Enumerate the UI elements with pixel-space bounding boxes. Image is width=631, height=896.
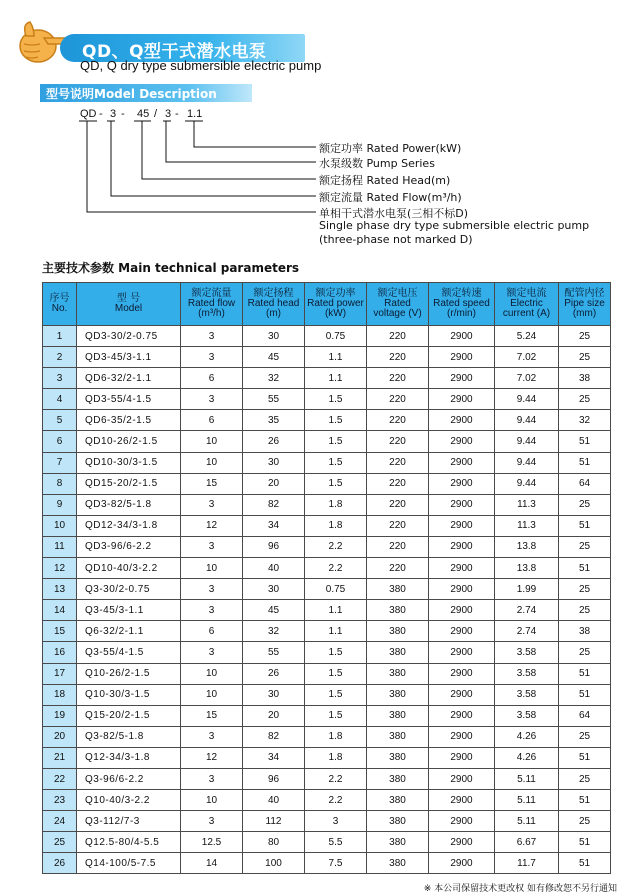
- cell-pipe: 51: [559, 515, 611, 536]
- cell-head: 40: [243, 790, 305, 811]
- cell-voltage: 220: [367, 410, 429, 431]
- model-code-slash: /: [154, 108, 158, 120]
- cell-pipe: 25: [559, 811, 611, 832]
- cell-speed: 2900: [429, 473, 495, 494]
- table-row: [43, 621, 611, 642]
- cell-speed: 2900: [429, 347, 495, 368]
- cell-no: 5: [43, 410, 77, 431]
- table-row: [43, 811, 611, 832]
- cell-current: 5.11: [495, 768, 559, 789]
- cell-model: Q3-30/2-0.75: [77, 579, 181, 600]
- cell-head: 112: [243, 811, 305, 832]
- cell-pipe: 25: [559, 600, 611, 621]
- label-pump-series: 水泵级数 Pump Series: [319, 157, 435, 170]
- cell-flow: 3: [181, 389, 243, 410]
- header-current: 额定电流 Electric current (A): [495, 283, 559, 326]
- header-voltage: 额定电压 Rated voltage (V): [367, 283, 429, 326]
- cell-current: 4.26: [495, 726, 559, 747]
- cell-head: 40: [243, 558, 305, 579]
- cell-speed: 2900: [429, 768, 495, 789]
- cell-flow: 10: [181, 663, 243, 684]
- cell-head: 30: [243, 452, 305, 473]
- cell-no: 1: [43, 326, 77, 347]
- cell-model: QD12-34/3-1.8: [77, 515, 181, 536]
- cell-current: 2.74: [495, 600, 559, 621]
- cell-head: 35: [243, 410, 305, 431]
- table-row: [43, 684, 611, 705]
- cell-no: 21: [43, 747, 77, 768]
- cell-voltage: 380: [367, 747, 429, 768]
- cell-current: 7.02: [495, 347, 559, 368]
- cell-no: 11: [43, 536, 77, 557]
- cell-model: Q10-40/3-2.2: [77, 790, 181, 811]
- model-code-head: 45: [137, 108, 150, 120]
- label-rated-head: 额定扬程 Rated Head(m): [319, 174, 451, 187]
- cell-speed: 2900: [429, 515, 495, 536]
- cell-pipe: 25: [559, 389, 611, 410]
- cell-no: 15: [43, 621, 77, 642]
- cell-speed: 2900: [429, 536, 495, 557]
- cell-speed: 2900: [429, 558, 495, 579]
- table-row: [43, 600, 611, 621]
- cell-no: 18: [43, 684, 77, 705]
- cell-voltage: 380: [367, 684, 429, 705]
- cell-power: 1.5: [305, 705, 367, 726]
- table-row: [43, 642, 611, 663]
- table-row: [43, 452, 611, 473]
- cell-pipe: 25: [559, 726, 611, 747]
- params-heading: 主要技术参数 Main technical parameters: [42, 261, 300, 275]
- cell-voltage: 220: [367, 326, 429, 347]
- cell-speed: 2900: [429, 853, 495, 874]
- table-row: [43, 368, 611, 389]
- cell-power: 5.5: [305, 832, 367, 853]
- cell-flow: 12: [181, 515, 243, 536]
- cell-voltage: 220: [367, 347, 429, 368]
- model-code-sep: -: [121, 108, 125, 120]
- cell-power: 1.5: [305, 452, 367, 473]
- cell-current: 1.99: [495, 579, 559, 600]
- cell-flow: 3: [181, 642, 243, 663]
- label-pump-type-cn: 单相干式潜水电泵(三相不标D): [319, 207, 469, 220]
- label-rated-power: 额定功率 Rated Power(kW): [319, 142, 462, 155]
- cell-voltage: 380: [367, 832, 429, 853]
- cell-model: QD10-40/3-2.2: [77, 558, 181, 579]
- cell-model: QD3-82/5-1.8: [77, 494, 181, 515]
- cell-no: 13: [43, 579, 77, 600]
- cell-flow: 3: [181, 768, 243, 789]
- cell-power: 0.75: [305, 326, 367, 347]
- cell-head: 26: [243, 663, 305, 684]
- cell-pipe: 38: [559, 621, 611, 642]
- cell-current: 5.11: [495, 811, 559, 832]
- cell-current: 5.11: [495, 790, 559, 811]
- cell-power: 1.5: [305, 663, 367, 684]
- cell-current: 6.67: [495, 832, 559, 853]
- model-code-stages: 3: [165, 108, 172, 120]
- cell-speed: 2900: [429, 726, 495, 747]
- cell-pipe: 25: [559, 642, 611, 663]
- cell-pipe: 51: [559, 431, 611, 452]
- cell-no: 22: [43, 768, 77, 789]
- cell-head: 34: [243, 747, 305, 768]
- cell-head: 30: [243, 579, 305, 600]
- cell-current: 7.02: [495, 368, 559, 389]
- cell-speed: 2900: [429, 389, 495, 410]
- cell-pipe: 25: [559, 347, 611, 368]
- cell-model: QD6-35/2-1.5: [77, 410, 181, 431]
- cell-pipe: 25: [559, 326, 611, 347]
- cell-power: 1.1: [305, 368, 367, 389]
- table-row: [43, 768, 611, 789]
- cell-no: 8: [43, 473, 77, 494]
- cell-head: 55: [243, 389, 305, 410]
- table-row: [43, 747, 611, 768]
- cell-no: 4: [43, 389, 77, 410]
- cell-flow: 10: [181, 558, 243, 579]
- cell-model: Q14-100/5-7.5: [77, 853, 181, 874]
- cell-speed: 2900: [429, 747, 495, 768]
- cell-pipe: 51: [559, 790, 611, 811]
- cell-power: 0.75: [305, 579, 367, 600]
- cell-current: 9.44: [495, 389, 559, 410]
- cell-speed: 2900: [429, 832, 495, 853]
- cell-model: Q3-96/6-2.2: [77, 768, 181, 789]
- cell-no: 6: [43, 431, 77, 452]
- model-description-heading: 型号说明Model Description: [46, 87, 217, 101]
- cell-speed: 2900: [429, 579, 495, 600]
- cell-head: 26: [243, 431, 305, 452]
- cell-no: 12: [43, 558, 77, 579]
- cell-head: 20: [243, 473, 305, 494]
- cell-pipe: 25: [559, 768, 611, 789]
- cell-model: Q12-34/3-1.8: [77, 747, 181, 768]
- cell-pipe: 51: [559, 832, 611, 853]
- cell-speed: 2900: [429, 600, 495, 621]
- cell-power: 2.2: [305, 790, 367, 811]
- cell-model: Q10-30/3-1.5: [77, 684, 181, 705]
- cell-power: 1.5: [305, 431, 367, 452]
- cell-head: 30: [243, 326, 305, 347]
- table-row: [43, 326, 611, 347]
- cell-flow: 15: [181, 473, 243, 494]
- cell-model: Q6-32/2-1.1: [77, 621, 181, 642]
- header-no: 序号 No.: [43, 283, 77, 326]
- cell-no: 17: [43, 663, 77, 684]
- cell-flow: 3: [181, 326, 243, 347]
- cell-flow: 12.5: [181, 832, 243, 853]
- cell-pipe: 25: [559, 536, 611, 557]
- cell-voltage: 380: [367, 790, 429, 811]
- cell-model: QD3-45/3-1.1: [77, 347, 181, 368]
- cell-speed: 2900: [429, 642, 495, 663]
- cell-power: 1.8: [305, 494, 367, 515]
- cell-power: 1.5: [305, 473, 367, 494]
- cell-flow: 10: [181, 790, 243, 811]
- cell-pipe: 51: [559, 747, 611, 768]
- cell-voltage: 220: [367, 473, 429, 494]
- cell-speed: 2900: [429, 494, 495, 515]
- cell-speed: 2900: [429, 368, 495, 389]
- cell-pipe: 51: [559, 663, 611, 684]
- cell-voltage: 220: [367, 558, 429, 579]
- cell-power: 2.2: [305, 536, 367, 557]
- cell-no: 26: [43, 853, 77, 874]
- cell-model: Q3-45/3-1.1: [77, 600, 181, 621]
- table-row: [43, 389, 611, 410]
- cell-voltage: 220: [367, 431, 429, 452]
- cell-power: 1.8: [305, 747, 367, 768]
- cell-head: 45: [243, 600, 305, 621]
- cell-head: 32: [243, 621, 305, 642]
- label-pump-type-en: Single phase dry type submersible electric pump: [319, 219, 590, 232]
- header-model: 型 号 Model: [77, 283, 181, 326]
- cell-pipe: 38: [559, 368, 611, 389]
- cell-voltage: 220: [367, 515, 429, 536]
- cell-flow: 6: [181, 621, 243, 642]
- table-row: [43, 410, 611, 431]
- cell-model: QD10-30/3-1.5: [77, 452, 181, 473]
- footnote: ※ 本公司保留技术更改权 如有修改恕不另行通知: [423, 884, 617, 894]
- cell-current: 9.44: [495, 431, 559, 452]
- cell-head: 34: [243, 515, 305, 536]
- cell-flow: 10: [181, 431, 243, 452]
- cell-pipe: 64: [559, 705, 611, 726]
- cell-flow: 14: [181, 853, 243, 874]
- cell-current: 4.26: [495, 747, 559, 768]
- cell-power: 1.1: [305, 621, 367, 642]
- cell-voltage: 380: [367, 726, 429, 747]
- cell-speed: 2900: [429, 663, 495, 684]
- cell-head: 80: [243, 832, 305, 853]
- cell-voltage: 380: [367, 621, 429, 642]
- cell-flow: 3: [181, 600, 243, 621]
- cell-current: 3.58: [495, 684, 559, 705]
- table-row: [43, 536, 611, 557]
- cell-speed: 2900: [429, 431, 495, 452]
- cell-power: 7.5: [305, 853, 367, 874]
- cell-current: 9.44: [495, 473, 559, 494]
- cell-no: 7: [43, 452, 77, 473]
- table-row: [43, 726, 611, 747]
- cell-model: Q10-26/2-1.5: [77, 663, 181, 684]
- model-code-flow: 3: [110, 108, 117, 120]
- cell-head: 96: [243, 536, 305, 557]
- cell-pipe: 51: [559, 853, 611, 874]
- cell-power: 1.8: [305, 515, 367, 536]
- cell-speed: 2900: [429, 452, 495, 473]
- cell-voltage: 380: [367, 853, 429, 874]
- header-power: 额定功率 Rated power (kW): [305, 283, 367, 326]
- header-speed: 额定转速 Rated speed (r/min): [429, 283, 495, 326]
- model-code-sep: -: [175, 108, 179, 120]
- cell-no: 19: [43, 705, 77, 726]
- cell-current: 5.24: [495, 326, 559, 347]
- cell-flow: 15: [181, 705, 243, 726]
- cell-current: 11.3: [495, 515, 559, 536]
- cell-head: 82: [243, 726, 305, 747]
- cell-current: 9.44: [495, 410, 559, 431]
- cell-model: QD3-30/2-0.75: [77, 326, 181, 347]
- cell-pipe: 51: [559, 684, 611, 705]
- cell-power: 3: [305, 811, 367, 832]
- cell-head: 30: [243, 684, 305, 705]
- cell-model: QD15-20/2-1.5: [77, 473, 181, 494]
- cell-voltage: 220: [367, 494, 429, 515]
- cell-voltage: 380: [367, 600, 429, 621]
- cell-voltage: 220: [367, 536, 429, 557]
- label-rated-flow: 额定流量 Rated Flow(m³/h): [319, 191, 462, 204]
- cell-model: Q3-82/5-1.8: [77, 726, 181, 747]
- cell-model: Q12.5-80/4-5.5: [77, 832, 181, 853]
- header-head: 额定扬程 Rated head (m): [243, 283, 305, 326]
- table-row: [43, 494, 611, 515]
- cell-model: QD10-26/2-1.5: [77, 431, 181, 452]
- cell-no: 24: [43, 811, 77, 832]
- cell-power: 1.5: [305, 389, 367, 410]
- label-three-phase-note: (three-phase not marked D): [319, 233, 473, 246]
- cell-flow: 3: [181, 726, 243, 747]
- cell-flow: 12: [181, 747, 243, 768]
- cell-pipe: 64: [559, 473, 611, 494]
- cell-flow: 6: [181, 368, 243, 389]
- cell-voltage: 380: [367, 811, 429, 832]
- table-row: [43, 579, 611, 600]
- cell-head: 82: [243, 494, 305, 515]
- model-code-sep: -: [99, 108, 103, 120]
- cell-speed: 2900: [429, 811, 495, 832]
- cell-speed: 2900: [429, 621, 495, 642]
- cell-voltage: 220: [367, 452, 429, 473]
- cell-pipe: 51: [559, 558, 611, 579]
- model-code-series: QD: [80, 108, 97, 120]
- cell-power: 1.5: [305, 642, 367, 663]
- table-row: [43, 515, 611, 536]
- page-subtitle: QD, Q dry type submersible electric pump: [80, 58, 322, 73]
- cell-voltage: 380: [367, 768, 429, 789]
- header-pipe: 配管内径 Pipe size (mm): [559, 283, 611, 326]
- cell-current: 11.3: [495, 494, 559, 515]
- cell-voltage: 220: [367, 368, 429, 389]
- cell-speed: 2900: [429, 410, 495, 431]
- table-row: [43, 853, 611, 874]
- cell-current: 2.74: [495, 621, 559, 642]
- cell-power: 1.1: [305, 347, 367, 368]
- cell-power: 2.2: [305, 768, 367, 789]
- cell-head: 96: [243, 768, 305, 789]
- cell-model: Q15-20/2-1.5: [77, 705, 181, 726]
- cell-voltage: 380: [367, 705, 429, 726]
- header-flow: 额定流量 Rated flow (m³/h): [181, 283, 243, 326]
- model-code-power: 1.1: [187, 108, 203, 120]
- cell-power: 1.8: [305, 726, 367, 747]
- table-row: [43, 790, 611, 811]
- cell-flow: 3: [181, 494, 243, 515]
- cell-pipe: 51: [559, 452, 611, 473]
- cell-no: 2: [43, 347, 77, 368]
- cell-flow: 3: [181, 579, 243, 600]
- cell-voltage: 380: [367, 642, 429, 663]
- cell-voltage: 380: [367, 663, 429, 684]
- cell-head: 55: [243, 642, 305, 663]
- cell-speed: 2900: [429, 790, 495, 811]
- cell-head: 45: [243, 347, 305, 368]
- cell-model: Q3-55/4-1.5: [77, 642, 181, 663]
- cell-speed: 2900: [429, 326, 495, 347]
- cell-voltage: 220: [367, 389, 429, 410]
- cell-flow: 10: [181, 452, 243, 473]
- cell-voltage: 380: [367, 579, 429, 600]
- cell-current: 9.44: [495, 452, 559, 473]
- cell-speed: 2900: [429, 684, 495, 705]
- table-row: [43, 705, 611, 726]
- cell-head: 20: [243, 705, 305, 726]
- table-row: [43, 832, 611, 853]
- table-body: [43, 326, 611, 874]
- cell-power: 1.1: [305, 600, 367, 621]
- cell-no: 14: [43, 600, 77, 621]
- cell-power: 1.5: [305, 410, 367, 431]
- cell-model: Q3-112/7-3: [77, 811, 181, 832]
- cell-no: 23: [43, 790, 77, 811]
- cell-power: 2.2: [305, 558, 367, 579]
- cell-power: 1.5: [305, 684, 367, 705]
- table-row: [43, 347, 611, 368]
- cell-no: 9: [43, 494, 77, 515]
- technical-parameters-table: [42, 282, 611, 874]
- cell-pipe: 25: [559, 494, 611, 515]
- cell-pipe: 32: [559, 410, 611, 431]
- table-row: [43, 431, 611, 452]
- cell-no: 16: [43, 642, 77, 663]
- cell-head: 32: [243, 368, 305, 389]
- cell-no: 25: [43, 832, 77, 853]
- cell-model: QD6-32/2-1.1: [77, 368, 181, 389]
- table-row: [43, 473, 611, 494]
- cell-flow: 3: [181, 536, 243, 557]
- cell-pipe: 25: [559, 579, 611, 600]
- cell-flow: 6: [181, 410, 243, 431]
- table-row: [43, 663, 611, 684]
- table-header-row: [43, 283, 611, 326]
- cell-current: 13.8: [495, 536, 559, 557]
- cell-model: QD3-96/6-2.2: [77, 536, 181, 557]
- cell-speed: 2900: [429, 705, 495, 726]
- cell-flow: 3: [181, 347, 243, 368]
- cell-no: 3: [43, 368, 77, 389]
- cell-current: 3.58: [495, 642, 559, 663]
- cell-current: 3.58: [495, 705, 559, 726]
- cell-no: 20: [43, 726, 77, 747]
- cell-flow: 3: [181, 811, 243, 832]
- cell-no: 10: [43, 515, 77, 536]
- page-title: QD、Q型干式潜水电泵: [82, 42, 267, 62]
- cell-head: 100: [243, 853, 305, 874]
- cell-current: 11.7: [495, 853, 559, 874]
- cell-model: QD3-55/4-1.5: [77, 389, 181, 410]
- cell-flow: 10: [181, 684, 243, 705]
- table-row: [43, 558, 611, 579]
- cell-current: 13.8: [495, 558, 559, 579]
- cell-current: 3.58: [495, 663, 559, 684]
